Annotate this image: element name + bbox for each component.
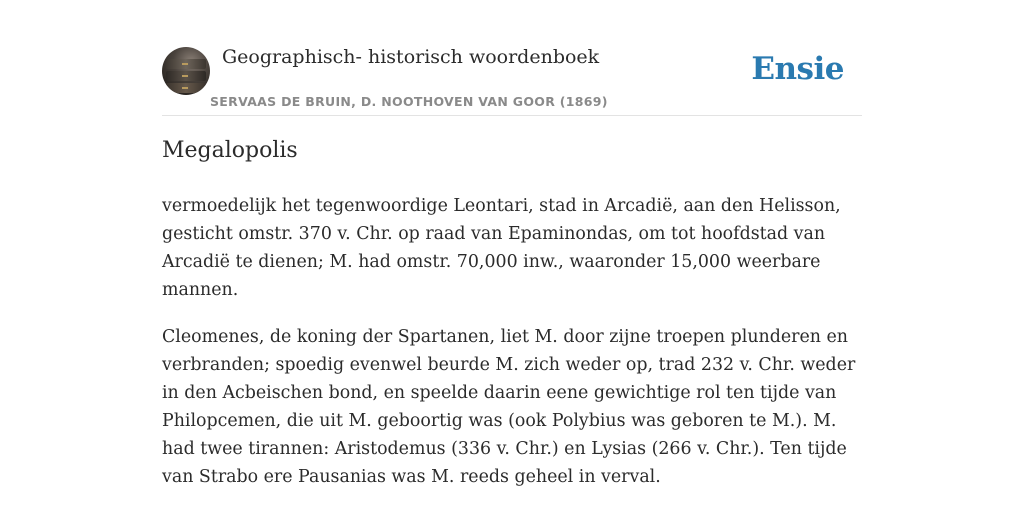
spine-ornament [182, 87, 188, 89]
entry-paragraph: vermoedelijk het tegenwoordige Leontari, stad in Arcadië, aan den Helisson, gesticht omstr. 370 v. Chr. op raad van Epaminondas, om tot hoofdstad van Arcadië te dienen; M. had omstr. 70,000 inw., waaronder 15,000 weerbare mannen. [162, 196, 841, 300]
ensie-logo-link[interactable]: Ensie [751, 51, 844, 87]
book-header [162, 46, 862, 116]
book-title-link[interactable]: Geographisch- historisch woordenboek [222, 46, 600, 68]
book-cover-icon[interactable] [162, 47, 210, 95]
entry-title: Megalopolis [162, 138, 298, 163]
spine-ornament [182, 63, 188, 65]
book-author: SERVAAS DE BRUIN, D. NOOTHOVEN VAN GOOR (1869) [210, 94, 608, 109]
spine-ornament [182, 75, 188, 77]
entry-paragraph: Cleomenes, de koning der Spartanen, liet M. door zijne troepen plunderen en verbranden; spoedig evenwel beurde M. zich weder op, trad 232 v. Chr. weder in den Acbeischen bond, en speelde daarin eene gewichtige rol ten tijde van Philopcemen, die uit M. geboortig was (ook Polybius was geboren te M.). M. had twee tirannen: Aristodemus (336 v. Chr.) en Lysias (266 v. Chr.). Ten tijde van Strabo ere Pausanias was M. reeds geheel in verval. [162, 327, 856, 487]
entry-body [162, 192, 872, 510]
